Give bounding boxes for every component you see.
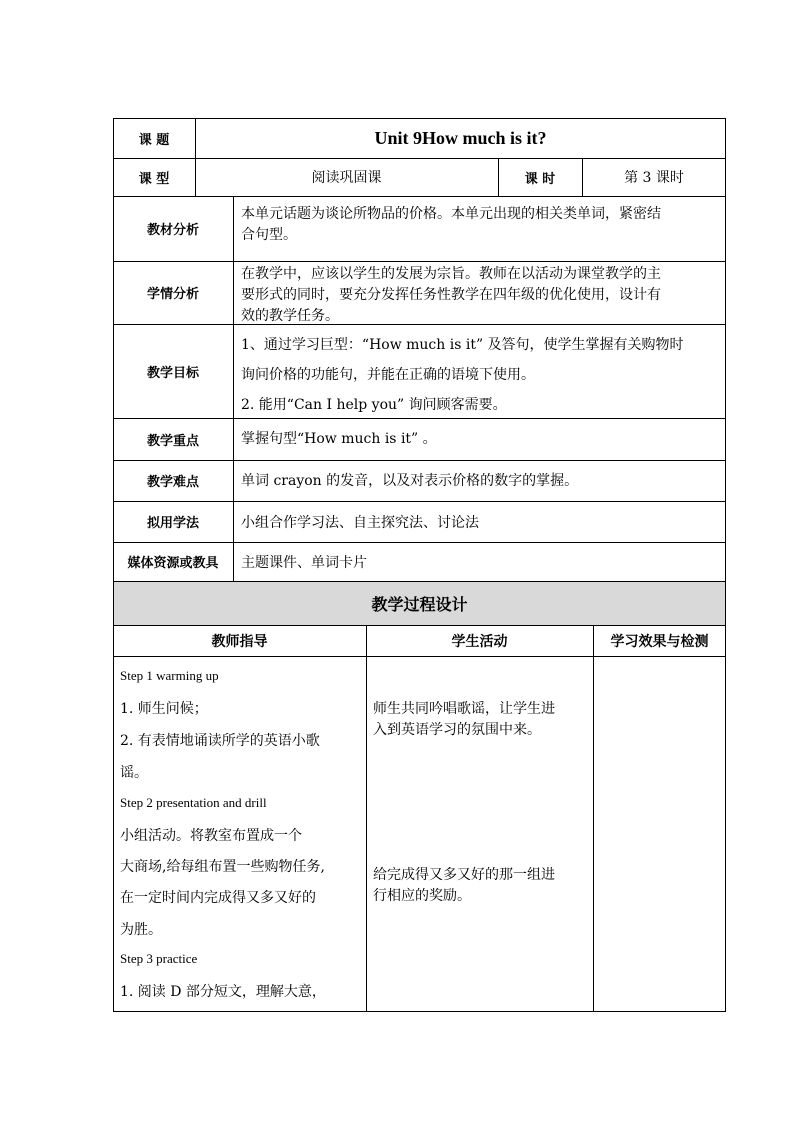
teacher-guidance-heading: 教师指导 bbox=[211, 633, 268, 650]
step2-line2: 大商场,给每组布置一些购物任务, bbox=[120, 859, 325, 875]
methods-label: 拟用学法 bbox=[146, 516, 199, 531]
student-analysis-label: 学情分析 bbox=[146, 287, 199, 302]
row-line bbox=[113, 656, 726, 657]
student-activity-block2: 给完成得又多又好的那一组进 行相应的奖励。 bbox=[373, 867, 555, 904]
methods-text: 小组合作学习法、自主探究法、讨论法 bbox=[241, 515, 479, 531]
step1-item1: 1. 师生问候； bbox=[120, 701, 208, 717]
media-resources-label: 媒体资源或教具 bbox=[127, 556, 219, 571]
lesson-plan-table bbox=[113, 118, 726, 1012]
material-analysis-label: 教材分析 bbox=[146, 223, 199, 238]
step2-heading: Step 2 presentation and drill bbox=[120, 795, 267, 810]
topic-label: 课 题 bbox=[138, 132, 170, 148]
topic-title: Unit 9How much is it? bbox=[374, 127, 547, 148]
col-line bbox=[593, 625, 594, 1012]
step1-item2-cont: 谣。 bbox=[120, 765, 148, 781]
border-right bbox=[725, 118, 726, 1012]
difficulties-label: 教学难点 bbox=[146, 475, 199, 490]
teaching-goals-label: 教学目标 bbox=[146, 365, 199, 381]
col-line bbox=[233, 196, 234, 581]
difficulties-text: 单词 crayon 的发音，以及对表示价格的数字的掌握。 bbox=[241, 473, 579, 489]
step2-line1: 小组活动。将教室布置成一个 bbox=[120, 828, 302, 844]
process-design-title: 教学过程设计 bbox=[371, 595, 468, 614]
step3-heading: Step 3 practice bbox=[120, 951, 198, 966]
step1-heading: Step 1 warming up bbox=[120, 668, 219, 683]
period-value: 第 3 课时 bbox=[624, 170, 684, 186]
border-bottom bbox=[113, 1011, 726, 1012]
learning-effect-heading: 学习效果与检测 bbox=[610, 633, 709, 650]
student-activity-block1: 师生共同吟唱歌谣，让学生进 入到英语学习的氛围中来。 bbox=[373, 701, 555, 738]
material-analysis-text: 本单元话题为谈论所物品的价格。本单元出现的相关类单词，紧密结 合句型。 bbox=[241, 206, 661, 243]
teaching-goals-text: 1、通过学习巨型：“How much is it” 及答句，使学生掌握有关购物时 询问价格的功能句，并能在正确的语境下使用。 2. 能用“Can I help you” 询问顾客需要。 bbox=[241, 337, 684, 413]
student-activity-heading: 学生活动 bbox=[451, 633, 508, 650]
student-analysis-text: 在教学中，应该以学生的发展为宗旨。教师在以活动为课堂教学的主 要形式的同时，要充分发挥任务性教学在四年级的优化使用，设计有 效的教学任务。 bbox=[241, 266, 661, 324]
period-label: 课 时 bbox=[524, 171, 556, 187]
col-line bbox=[366, 625, 367, 1012]
key-points-label: 教学重点 bbox=[146, 433, 199, 449]
media-resources-text: 主题课件、单词卡片 bbox=[241, 555, 367, 571]
step3-item1: 1. 阅读 D 部分短文，理解大意， bbox=[120, 984, 326, 1000]
teacher-guidance-content bbox=[120, 668, 364, 1008]
step2-line4: 为胜。 bbox=[120, 922, 162, 938]
type-value: 阅读巩固课 bbox=[311, 170, 382, 186]
type-label: 课 型 bbox=[138, 171, 170, 187]
step1-item2: 2. 有表情地诵读所学的英语小歌 bbox=[120, 733, 320, 749]
key-points-text: 掌握句型“How much is it” 。 bbox=[241, 431, 437, 447]
step2-line3: 在一定时间内完成得又多又好的 bbox=[120, 890, 316, 906]
